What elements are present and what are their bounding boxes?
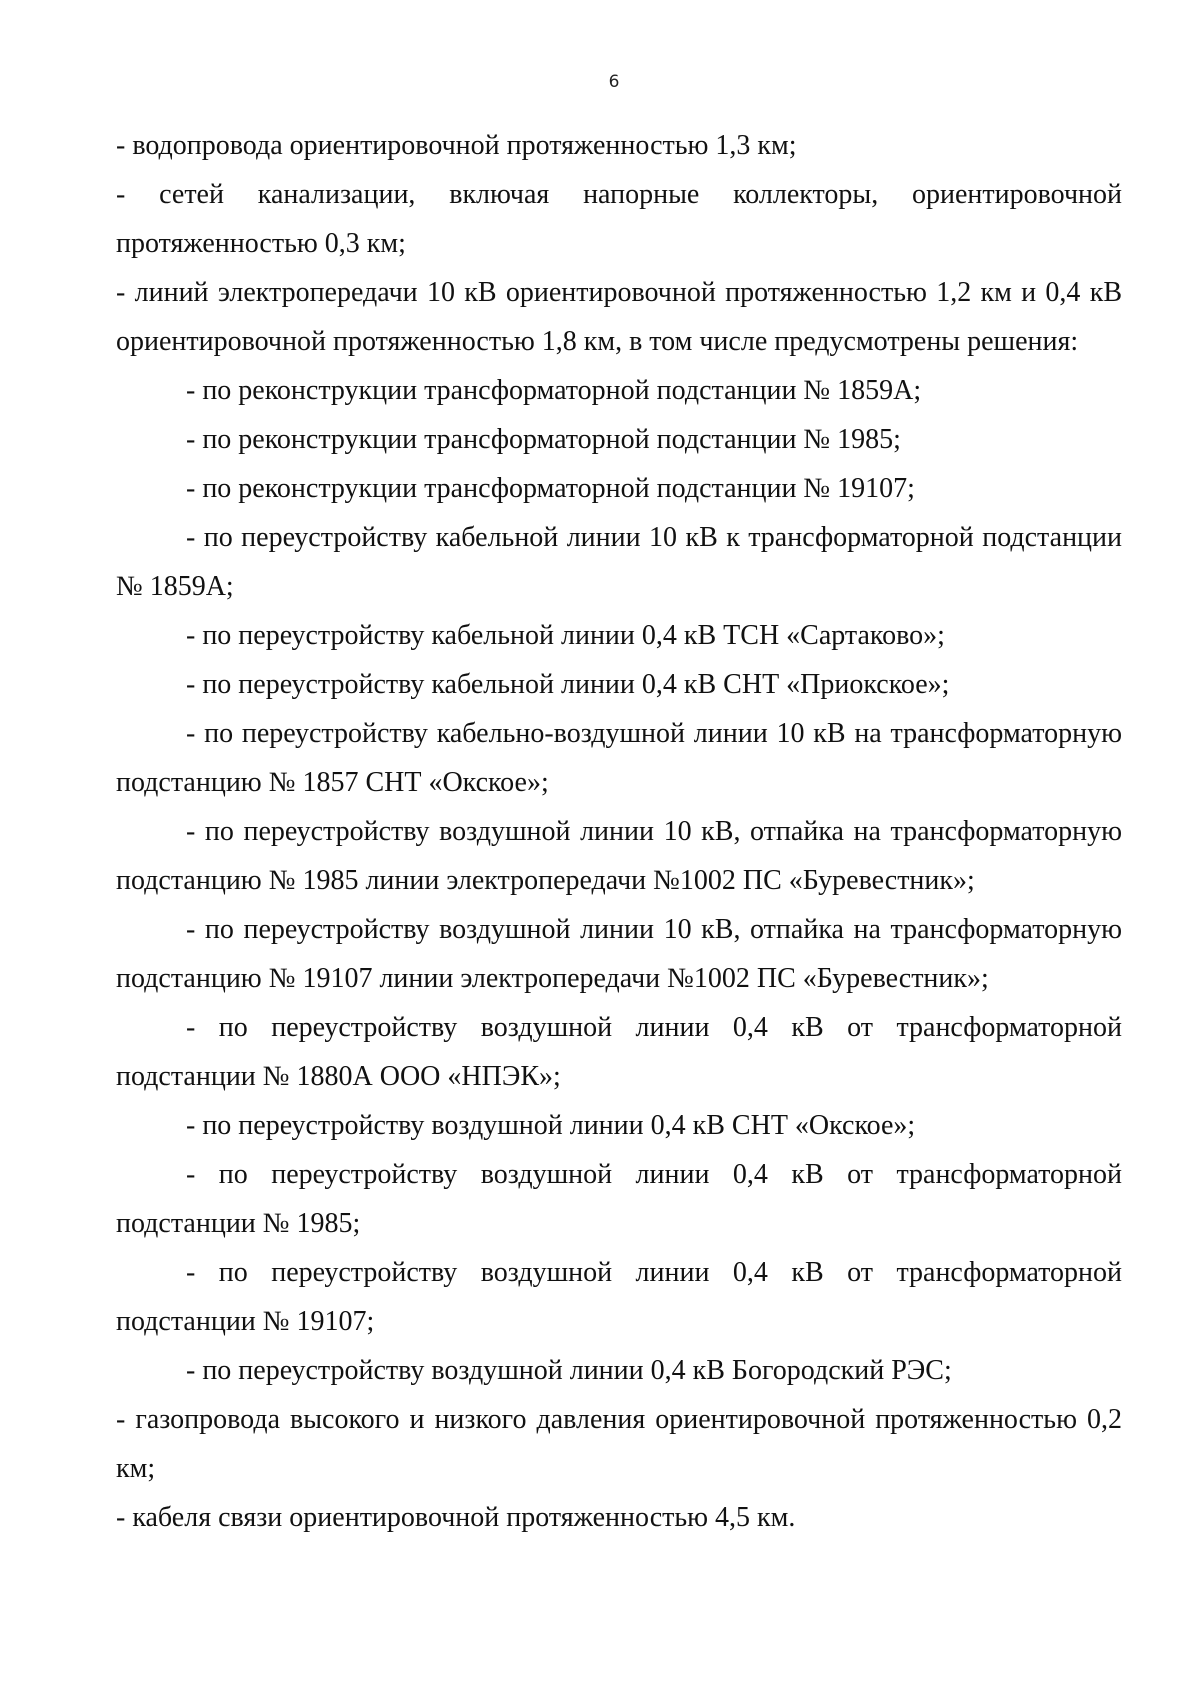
paragraph: - по переустройству кабельной линии 10 кВ к трансформаторной подстанции № 1859А;	[116, 522, 1122, 602]
paragraph: - сетей канализации, включая напорные коллекторы, ориентировочной протяженностью 0,3 км;	[116, 179, 1122, 259]
page-number: 6	[608, 72, 620, 92]
paragraph: - по реконструкции трансформаторной подстанции № 1985;	[186, 424, 901, 455]
paragraph: - по переустройству воздушной линии 10 кВ, отпайка на трансформаторную подстанцию № 19107 линии электропередачи №1002 ПС «Буревестник»;	[116, 914, 1122, 994]
paragraph: - по переустройству воздушной линии 10 кВ, отпайка на трансформаторную подстанцию № 1985 линии электропередачи №1002 ПС «Буревестник»;	[116, 816, 1122, 896]
paragraph: - по переустройству кабельной линии 0,4 кВ ТСН «Сартаково»;	[186, 620, 945, 651]
paragraph: - по реконструкции трансформаторной подстанции № 19107;	[186, 473, 915, 504]
paragraph: - кабеля связи ориентировочной протяженностью 4,5 км.	[116, 1502, 796, 1533]
document-body	[116, 121, 1122, 1542]
paragraph: - по переустройству кабельной линии 0,4 кВ СНТ «Приокское»;	[186, 669, 950, 700]
paragraph: - линий электропередачи 10 кВ ориентировочной протяженностью 1,2 км и 0,4 кВ ориентировочной протяженностью 1,8 км, в том числе предусмотрены решения:	[116, 277, 1122, 357]
paragraph: - водопровода ориентировочной протяженностью 1,3 км;	[116, 130, 797, 161]
paragraph: - по переустройству воздушной линии 0,4 кВ СНТ «Окское»;	[186, 1110, 916, 1141]
paragraph: - по переустройству кабельно-воздушной линии 10 кВ на трансформаторную подстанцию № 1857 СНТ «Окское»;	[116, 718, 1122, 798]
paragraph: - по переустройству воздушной линии 0,4 кВ от трансформаторной подстанции № 1985;	[116, 1159, 1122, 1239]
paragraph: - газопровода высокого и низкого давления ориентировочной протяженностью 0,2 км;	[116, 1404, 1122, 1484]
paragraph: - по переустройству воздушной линии 0,4 кВ от трансформаторной подстанции № 19107;	[116, 1257, 1122, 1337]
paragraph: - по переустройству воздушной линии 0,4 кВ от трансформаторной подстанции № 1880А ООО «НПЭК»;	[116, 1012, 1122, 1092]
paragraph: - по переустройству воздушной линии 0,4 кВ Богородский РЭС;	[186, 1355, 952, 1386]
paragraph: - по реконструкции трансформаторной подстанции № 1859А;	[186, 375, 922, 406]
